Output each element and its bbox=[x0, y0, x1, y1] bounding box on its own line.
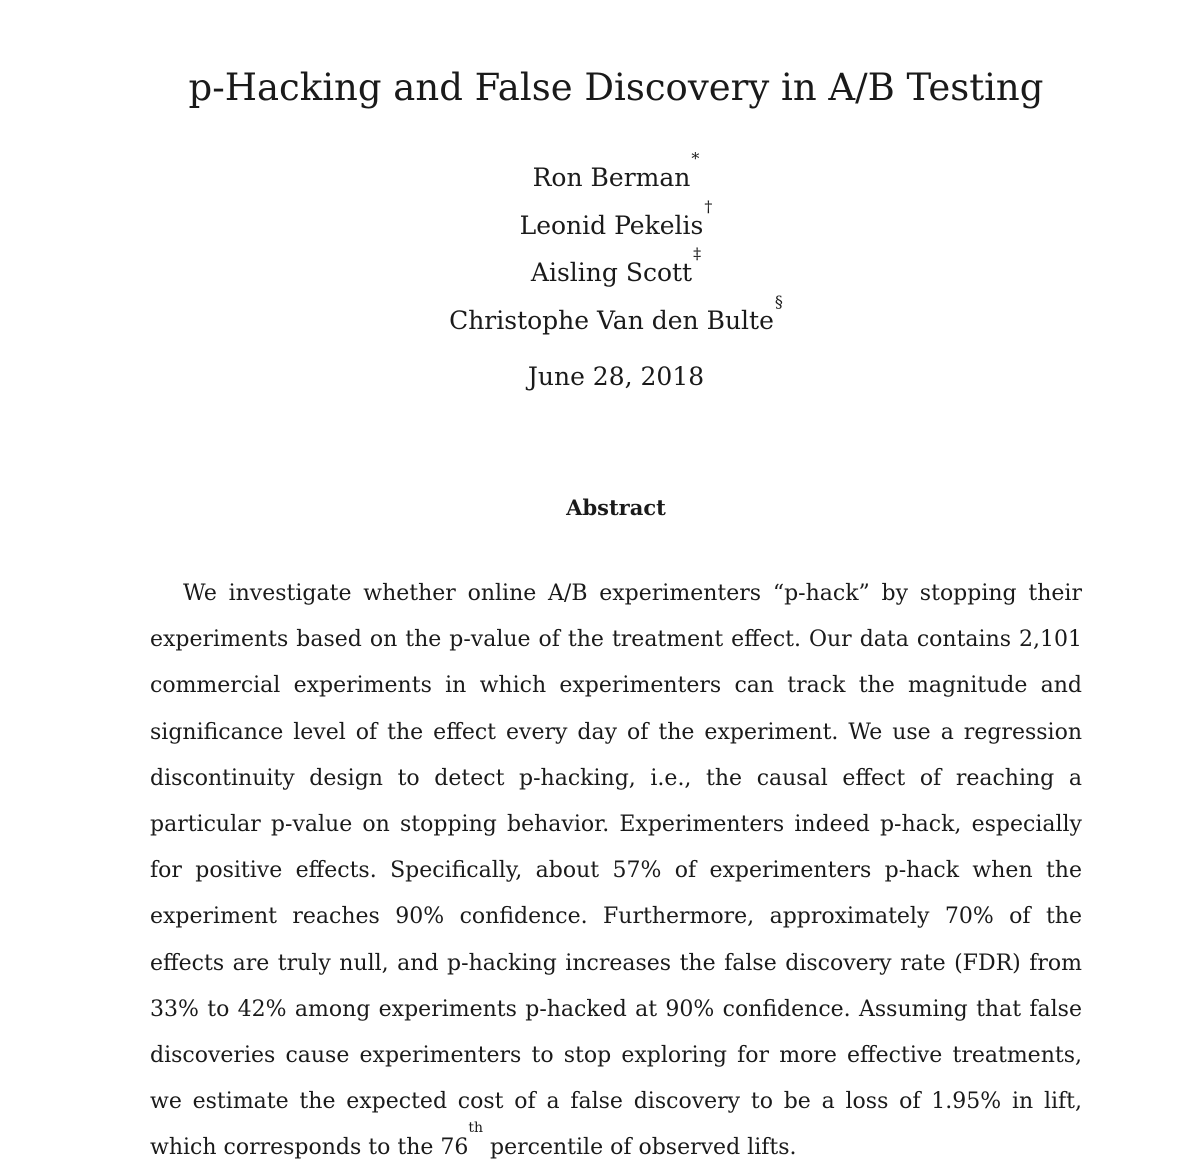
author-name: Christophe Van den Bulte bbox=[449, 305, 774, 335]
ordinal-superscript: th bbox=[468, 1120, 484, 1137]
author-footnote-mark: * bbox=[691, 149, 700, 168]
publication-date: June 28, 2018 bbox=[527, 362, 705, 391]
abstract-text-end: percentile of observed lifts. bbox=[483, 1135, 797, 1161]
author-3 bbox=[0, 244, 1200, 297]
author-4 bbox=[0, 291, 1200, 345]
author-name: Ron Berman bbox=[532, 163, 691, 192]
abstract-text bbox=[150, 571, 1082, 1172]
abstract-text-main: We investigate whether online A/B experimenters “p-hack” by stopping their experiments based on the p-value of the treatment effect. Our data contains 2,101 commercial experiments in which experimenters can track the magnitude and significance level of the effect every day of the experiment. We use a regression discontinuity design to detect p-hacking, i.e., the causal effect of reaching a particular p-value on stopping behavior. Experimenters indeed p-hack, especially for positive effects. Specifically, about 57% of experimenters p-hack when the experiment reaches 90% confidence. Furthermore, approximately 70% of the effects are truly null, and p-hacking increases the false discovery rate (FDR) from 33% to 42% among experiments p-hacked at 90% confidence. Assuming that false discoveries cause experimenters to stop exploring for more effective treatments, we estimate the expected cost of a false discovery to be a loss of 1.95% in lift, which corresponds to the 76 bbox=[150, 581, 1082, 1161]
author-footnote-mark: § bbox=[774, 291, 783, 311]
author-1 bbox=[0, 149, 1200, 202]
author-name: Aisling Scott bbox=[530, 258, 693, 287]
author-name: Leonid Pekelis bbox=[519, 210, 704, 240]
author-footnote-mark: † bbox=[704, 196, 713, 216]
abstract-heading: Abstract bbox=[566, 495, 666, 520]
author-list bbox=[0, 149, 1200, 344]
author-2 bbox=[0, 196, 1200, 250]
author-footnote-mark: ‡ bbox=[693, 244, 702, 263]
paper-title: p-Hacking and False Discovery in A/B Testing bbox=[188, 66, 1044, 109]
